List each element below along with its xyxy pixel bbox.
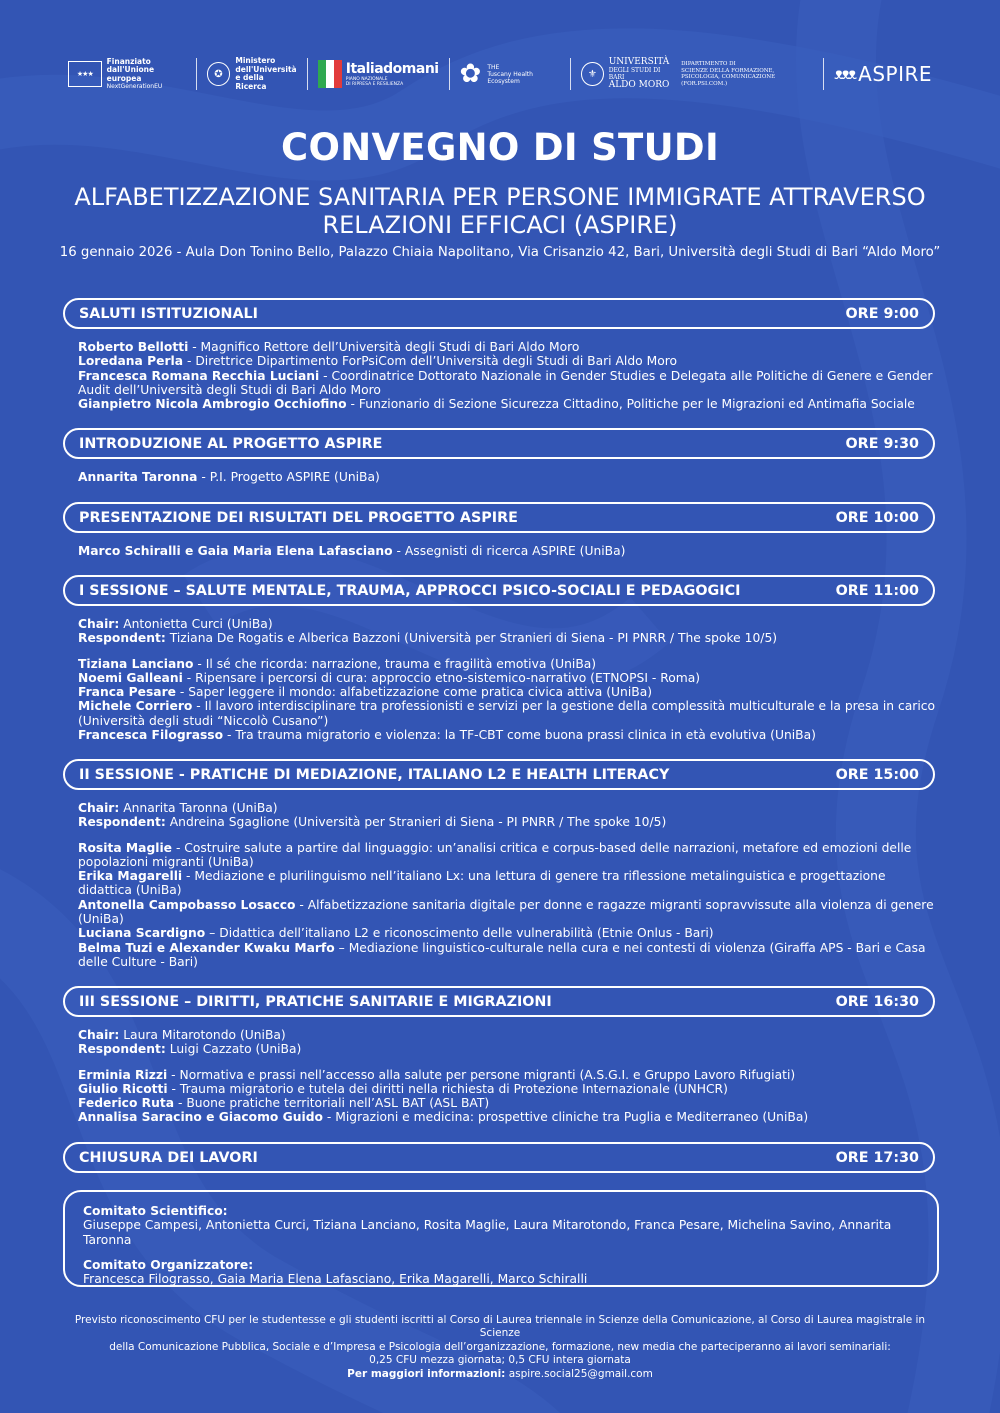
speaker-role: – Mediazione linguistico-culturale nella cura e nei contesti di violenza (Giraffa APS - Bari e Casa delle Culture - Bari) (78, 940, 926, 969)
italiadomani-sub-2: DI RIPRESA E RESILIENZA (345, 82, 404, 87)
speaker-name: Rosita Maglie (78, 840, 173, 855)
italian-flag-icon (318, 60, 342, 88)
speaker-name: Antonella Campobasso Losacco (78, 897, 296, 912)
speaker-role: - Alfabetizzazione sanitaria digitale per donne e ragazze migranti sopravvissute alla violenza di genere (UniBa) (78, 897, 934, 927)
speaker-role: Annarita Taronna (UniBa) (119, 801, 278, 815)
speaker-role: - Funzionario di Sezione Sicurezza Cittadino, Politiche per le Migrazioni ed Antimafia Sociale (346, 397, 915, 412)
speaker-name: Annarita Taronna (78, 470, 198, 484)
speaker-name: Erminia Rizzi (78, 1067, 168, 1082)
speaker-role: Antonietta Curci (UniBa) (119, 617, 273, 631)
speaker-entry (78, 841, 938, 870)
speaker-name: Michele Corriero (78, 699, 193, 714)
section-title: CHIUSURA DEI LAVORI (79, 1149, 258, 1166)
section-time: ORE 16:30 (835, 993, 919, 1010)
speaker-entry (78, 1110, 938, 1124)
section-body (78, 340, 938, 411)
speaker-entry (78, 1068, 938, 1082)
speaker-name: Chair: (78, 617, 120, 631)
section-time: ORE 17:30 (835, 1149, 919, 1166)
speaker-name: Francesca Romana Recchia Luciani (78, 368, 320, 383)
footer-line-2: della Comunicazione Pubblica, Sociale e d’Impresa e Psicologia dell’organizzazione, formazione, new media che parteciperanno ai lavori seminariali: (109, 1340, 891, 1353)
section-header (63, 502, 935, 533)
uniba-logo (571, 52, 823, 96)
section-title: PRESENTAZIONE DEI RISULTATI DEL PROGETTO ASPIRE (79, 509, 518, 526)
speaker-role: - P.I. Progetto ASPIRE (UniBa) (197, 470, 380, 484)
speaker-entry (78, 369, 938, 398)
speaker-role: Laura Mitarotondo (UniBa) (119, 1028, 286, 1042)
speaker-entry (78, 699, 938, 728)
speaker-role: - Trauma migratorio e tutela dei diritti nella richiesta di Protezione Internazionale (UNHCR) (167, 1081, 728, 1096)
footer-email-link[interactable]: aspire.social25@gmail.com (508, 1367, 653, 1380)
speaker-role: - Direttrice Dipartimento ForPsiCom dell’Università degli Studi di Bari Aldo Moro (183, 354, 678, 369)
people-icon: ᴥᴥᴥ (834, 64, 855, 83)
italiadomani-name: Italiadomani (345, 61, 439, 77)
speaker-name: Francesca Filograsso (78, 728, 224, 743)
speaker-role: Luigi Cazzato (UniBa) (165, 1042, 302, 1057)
organizing-committee-label: Comitato Organizzatore: (83, 1257, 254, 1272)
dip-line-3: PSICOLOGIA, COMUNICAZIONE (FOR.PSI.COM.) (681, 74, 776, 87)
speaker-name: Franca Pesare (78, 685, 176, 700)
speaker-entry (78, 631, 938, 645)
speaker-entry (78, 354, 938, 368)
speaker-entry (78, 1082, 938, 1096)
subtitle-line-1: ALFABETIZZAZIONE SANITARIA PER PERSONE IMMIGRATE ATTRAVERSO (74, 183, 926, 211)
tuscany-line-1: THE (487, 63, 500, 71)
section-header (63, 298, 935, 329)
speaker-entry (78, 544, 938, 558)
speaker-role: - Buone pratiche territoriali nell’ASL BAT (ASL BAT) (174, 1096, 490, 1111)
speaker-entry (78, 1028, 938, 1042)
section-time: ORE 11:00 (835, 582, 919, 599)
speaker-role: - Saper leggere il mondo: alfabetizzazione come pratica civica attiva (UniBa) (175, 685, 653, 700)
section-time: ORE 10:00 (835, 509, 919, 526)
tuscany-line-2: Tuscany Health Ecosystem (487, 70, 533, 85)
partner-logos (58, 52, 942, 96)
page-subtitle (40, 183, 960, 239)
speaker-entry (78, 926, 938, 940)
footer-line-1: Previsto riconoscimento CFU per le studentesse e gli studenti iscritti al Corso di Laurea triennale in Scienze della Comunicazione, al Corso di Laurea magistrale in Scienze (74, 1314, 926, 1340)
footer-info-label: Per maggiori informazioni: (347, 1367, 506, 1380)
flower-icon: ✿ (459, 59, 482, 89)
ministero-line-2: dell'Università (235, 64, 297, 74)
eu-line-2: dall'Unione europea (106, 65, 155, 83)
section-header (63, 759, 935, 790)
speaker-entry (78, 728, 938, 742)
speaker-role: - Coordinatrice Dottorato Nazionale in Gender Studies e Delegata alle Politiche di Genere e Gender Audit dell’Università degli Studi di Bari Aldo Moro (78, 368, 933, 397)
speaker-name: Gianpietro Nicola Ambrogio Occhiofino (78, 397, 347, 412)
section-header (63, 1142, 935, 1173)
section-body (78, 544, 938, 558)
speaker-entry (78, 1042, 938, 1056)
section-body (78, 1028, 938, 1125)
speaker-entry (78, 1096, 938, 1110)
speaker-role: - Tra trauma migratorio e violenza: la TF-CBT come buona prassi clinica in età evolutiva (UniBa) (223, 728, 816, 743)
speaker-name: Respondent: (78, 815, 166, 830)
scientific-committee-members: Giuseppe Campesi, Antonietta Curci, Tiziana Lanciano, Rosita Maglie, Laura Mitarotondo, Franca Pesare, Michelina Savino, Annarita Taronna (83, 1218, 892, 1247)
speaker-name: Erika Magarelli (78, 869, 183, 884)
speaker-role: - Ripensare i percorsi di cura: approccio etno-sistemico-narrativo (ETNOPSI - Roma) (182, 670, 701, 685)
dip-line-1: DIPARTIMENTO DI (681, 61, 736, 67)
speaker-entry (78, 869, 938, 898)
speaker-entry (78, 470, 938, 484)
section-header (63, 428, 935, 459)
section-title: I SESSIONE – SALUTE MENTALE, TRAUMA, APPROCCI PSICO-SOCIALI E PEDAGOGICI (79, 582, 741, 599)
speaker-name: Chair: (78, 1028, 120, 1042)
section-title: II SESSIONE - PRATICHE DI MEDIAZIONE, ITALIANO L2 E HEALTH LITERACY (79, 766, 670, 783)
speaker-role: Andreina Sgaglione (Università per Stranieri di Siena - PI PNRR / The spoke 10/5) (165, 815, 667, 830)
speaker-role: - Costruire salute a partire dal linguaggio: un’analisi critica e corpus-based delle narrazioni, metafore ed emozioni delle popolazioni migranti (UniBa) (78, 840, 912, 869)
tuscany-logo (450, 52, 571, 96)
event-date-location: 16 gennaio 2026 - Aula Don Tonino Bello, Palazzo Chiaia Napolitano, Via Crisanzio 42, Bari, Università degli Studi di Bari “Aldo Moro” (59, 245, 941, 260)
speaker-entry (78, 898, 938, 927)
section-body (78, 617, 938, 742)
speaker-name: Respondent: (78, 1042, 166, 1057)
section-header (63, 575, 935, 606)
aspire-logo-text: ASPIRE (858, 62, 933, 86)
speaker-entry (78, 801, 938, 815)
speaker-role: - Mediazione e plurilinguismo nell’italiano Lx: una lettura di genere tra riflessione metalinguistica e progettazione didattica (UniBa) (78, 869, 886, 898)
speaker-name: Belma Tuzi e Alexander Kwaku Marfo (78, 940, 335, 955)
eu-line-3: NextGenerationEU (106, 83, 163, 91)
speaker-role: - Il sé che ricorda: narrazione, trauma e fragilità emotiva (UniBa) (193, 656, 597, 671)
speaker-entry (78, 815, 938, 829)
uniba-line-2: DEGLI STUDI DI BARI (608, 67, 661, 81)
uniba-line-1: UNIVERSITÀ (608, 57, 670, 67)
speaker-name: Giulio Ricotti (78, 1081, 168, 1096)
speaker-role: - Migrazioni e medicina: prospettive cliniche tra Puglia e Mediterraneo (UniBa) (322, 1110, 809, 1125)
speaker-entry (78, 340, 938, 354)
speaker-entry (78, 617, 938, 631)
page-title: CONVEGNO DI STUDI (280, 126, 720, 169)
speaker-entry (78, 941, 938, 970)
speaker-entry (78, 671, 938, 685)
speaker-role: - Normativa e prassi nell’accesso alla salute per persone migranti (A.S.G.I. e Gruppo Lavoro Rifugiati) (167, 1067, 796, 1082)
speaker-name: Noemi Galleani (78, 670, 183, 685)
section-title: III SESSIONE – DIRITTI, PRATICHE SANITARIE E MIGRAZIONI (79, 993, 552, 1010)
section-body (78, 470, 938, 484)
section-body (78, 801, 938, 969)
ministero-logo (197, 52, 307, 96)
speaker-name: Respondent: (78, 631, 166, 646)
organizing-committee-members: Francesca Filograsso, Gaia Maria Elena Lafasciano, Erika Magarelli, Marco Schiralli (83, 1272, 588, 1287)
speaker-entry (78, 685, 938, 699)
eu-logo (58, 52, 196, 96)
uniba-line-3: ALDO MORO (608, 80, 670, 90)
footer-note (60, 1314, 940, 1381)
speaker-name: Tiziana Lanciano (78, 656, 194, 671)
ministero-line-3: e della Ricerca (235, 73, 267, 91)
section-title: SALUTI ISTITUZIONALI (79, 305, 258, 322)
aspire-logo (824, 52, 942, 96)
speaker-role: – Didattica dell’italiano L2 e riconoscimento delle vulnerabilità (Etnie Onlus - Bari) (205, 926, 714, 941)
university-seal-icon: ⚜ (581, 62, 603, 86)
section-title: INTRODUZIONE AL PROGETTO ASPIRE (79, 435, 383, 452)
speaker-role: - Magnifico Rettore dell’Università degli Studi di Bari Aldo Moro (188, 340, 580, 354)
speaker-entry (78, 657, 938, 671)
footer-line-3: 0,25 CFU mezza giornata; 0,5 CFU intera giornata (369, 1354, 631, 1367)
speaker-name: Loredana Perla (78, 354, 184, 369)
speaker-name: Chair: (78, 801, 120, 815)
section-time: ORE 9:00 (845, 305, 919, 322)
italiadomani-logo (308, 52, 449, 96)
speaker-role: - Il lavoro interdisciplinare tra professionisti e servizi per la gestione della complessità multiculturale e la presa in carico (Università degli studi “Niccolò Cusano”) (78, 699, 936, 728)
speaker-name: Roberto Bellotti (78, 340, 189, 354)
speaker-name: Marco Schiralli e Gaia Maria Elena Lafasciano (78, 544, 393, 558)
section-time: ORE 15:00 (835, 766, 919, 783)
speaker-name: Federico Ruta (78, 1096, 175, 1111)
subtitle-line-2: RELAZIONI EFFICACI (ASPIRE) (322, 211, 678, 239)
italiadomani-sub-1: PIANO NAZIONALE (345, 77, 388, 82)
dipartimento-logo (681, 61, 813, 87)
dip-line-2: SCIENZE DELLA FORMAZIONE, (681, 67, 775, 74)
eu-stars-icon: ★★★ (68, 61, 102, 87)
committee-box (63, 1190, 939, 1287)
speaker-entry (78, 397, 938, 411)
eu-line-1: Finanziato (106, 56, 151, 66)
scientific-committee-label: Comitato Scientifico: (83, 1204, 228, 1218)
speaker-name: Annalisa Saracino e Giacomo Guido (78, 1110, 323, 1125)
section-header (63, 986, 935, 1017)
speaker-name: Luciana Scardigno (78, 926, 206, 941)
section-time: ORE 9:30 (845, 435, 919, 452)
speaker-role: - Assegnisti di ricerca ASPIRE (UniBa) (392, 544, 626, 558)
republic-emblem-icon: ✪ (207, 62, 231, 86)
ministero-line-1: Ministero (235, 56, 276, 65)
speaker-role: Tiziana De Rogatis e Alberica Bazzoni (Università per Stranieri di Siena - PI PNRR / The spoke 10/5) (165, 631, 778, 646)
